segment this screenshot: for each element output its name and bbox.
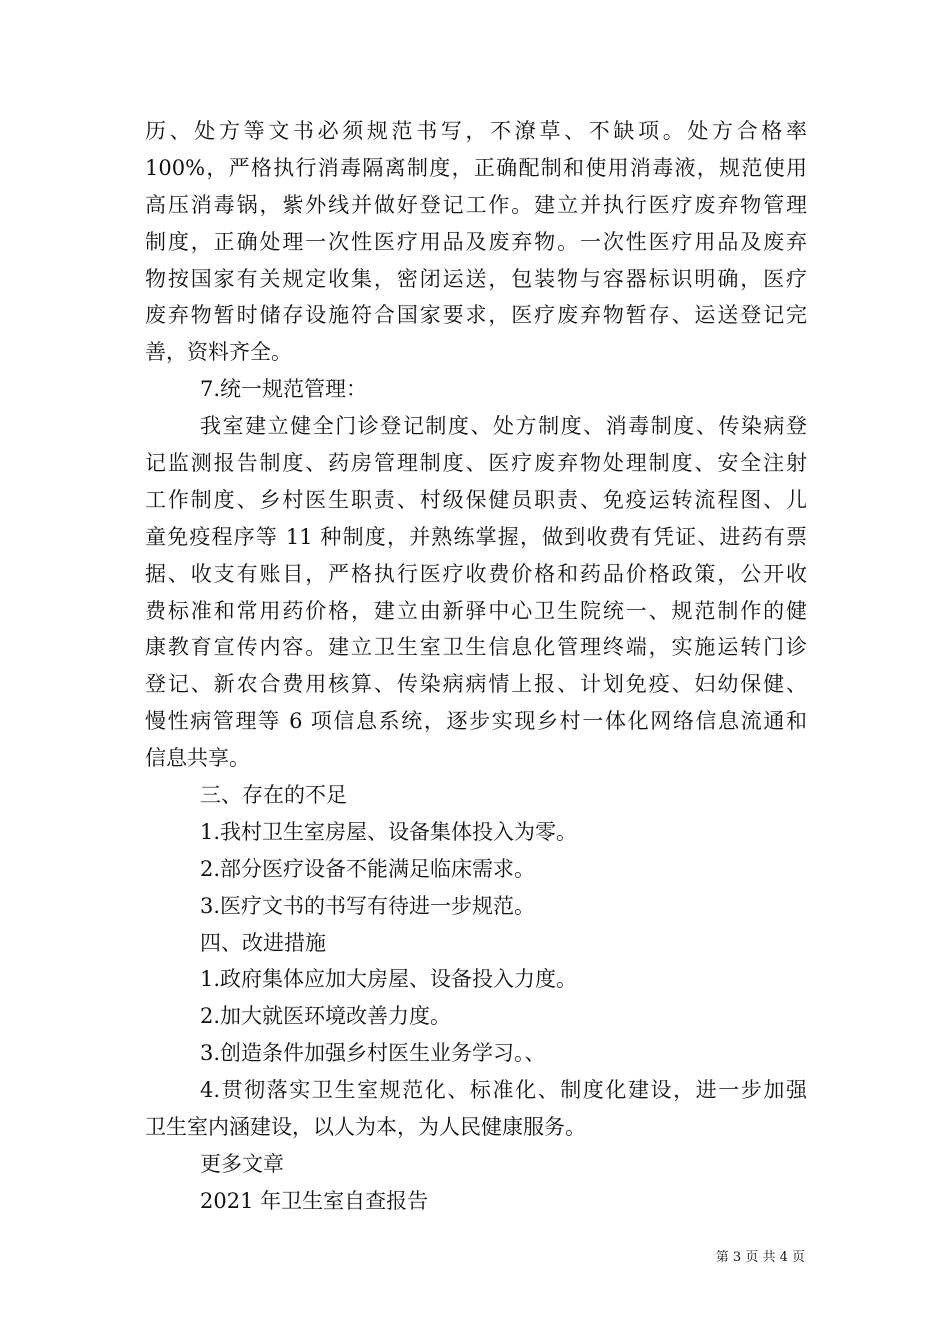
document-body [145, 113, 807, 1220]
management-line: 据、收支有账目，严格执行医疗收费价格和药品价格政策，公开收 [145, 561, 807, 586]
more-articles-label: 更多文章 [200, 1151, 284, 1176]
related-article-title: 2021 年卫生室自查报告 [200, 1188, 429, 1213]
management-line: 慢性病管理等 6 项信息系统，逐步实现乡村一体化网络信息流通和 [145, 709, 807, 734]
management-line: 童免疫程序等 11 种制度，并熟练掌握，做到收费有凭证、进药有票 [145, 524, 807, 549]
management-line: 记监测报告制度、药房管理制度、医疗废弃物处理制度、安全注射 [145, 451, 807, 476]
measure-item: 2.加大就医环境改善力度。 [200, 1004, 452, 1029]
management-line: 费标准和常用药价格，建立由新驿中心卫生院统一、规范制作的健 [145, 598, 807, 623]
hygiene-line: 100%，严格执行消毒隔离制度，正确配制和使用消毒液，规范使用 [145, 155, 807, 180]
hygiene-line: 废弃物暂时储存设施符合国家要求，医疗废弃物暂存、运送登记完 [145, 303, 807, 328]
hygiene-line: 高压消毒锅，紫外线并做好登记工作。建立并执行医疗废弃物管理 [145, 192, 807, 217]
measure-item: 3.创造条件加强乡村医生业务学习。、 [200, 1041, 546, 1066]
measure-item: 4.贯彻落实卫生室规范化、标准化、制度化建设，进一步加强 [200, 1078, 807, 1103]
measure-item-continuation: 卫生室内涵建设，以人为本，为人民健康服务。 [145, 1115, 586, 1140]
hygiene-line: 历、处方等文书必须规范书写，不潦草、不缺项。处方合格率 [145, 119, 807, 143]
management-line: 工作制度、乡村医生职责、村级保健员职责、免疫运转流程图、儿 [145, 487, 807, 512]
hygiene-line: 物按国家有关规定收集，密闭运送，包装物与容器标识明确，医疗 [145, 266, 807, 291]
page-number-footer: 第 3 页 共 4 页 [715, 1250, 805, 1265]
shortcoming-item: 2.部分医疗设备不能满足临床需求。 [200, 856, 536, 881]
management-line: 登记、新农合费用核算、传染病病情上报、计划免疫、妇幼保健、 [145, 672, 807, 697]
section-heading-measures: 四、改进措施 [200, 930, 326, 955]
hygiene-line: 善，资料齐全。 [145, 340, 292, 365]
hygiene-line: 制度，正确处理一次性医疗用品及废弃物。一次性医疗用品及废弃 [145, 229, 807, 254]
management-line: 信息共享。 [145, 746, 250, 771]
management-line: 康教育宣传内容。建立卫生室卫生信息化管理终端，实施运转门诊 [145, 635, 807, 660]
shortcoming-item: 1.我村卫生室房屋、设备集体投入为零。 [200, 819, 578, 844]
management-line: 我室建立健全门诊登记制度、处方制度、消毒制度、传染病登 [200, 414, 807, 439]
section-heading-7: 7.统一规范管理： [200, 377, 368, 402]
measure-item: 1.政府集体应加大房屋、设备投入力度。 [200, 967, 578, 992]
shortcoming-item: 3.医疗文书的书写有待进一步规范。 [200, 893, 536, 918]
section-heading-shortcomings: 三、存在的不足 [200, 783, 347, 808]
